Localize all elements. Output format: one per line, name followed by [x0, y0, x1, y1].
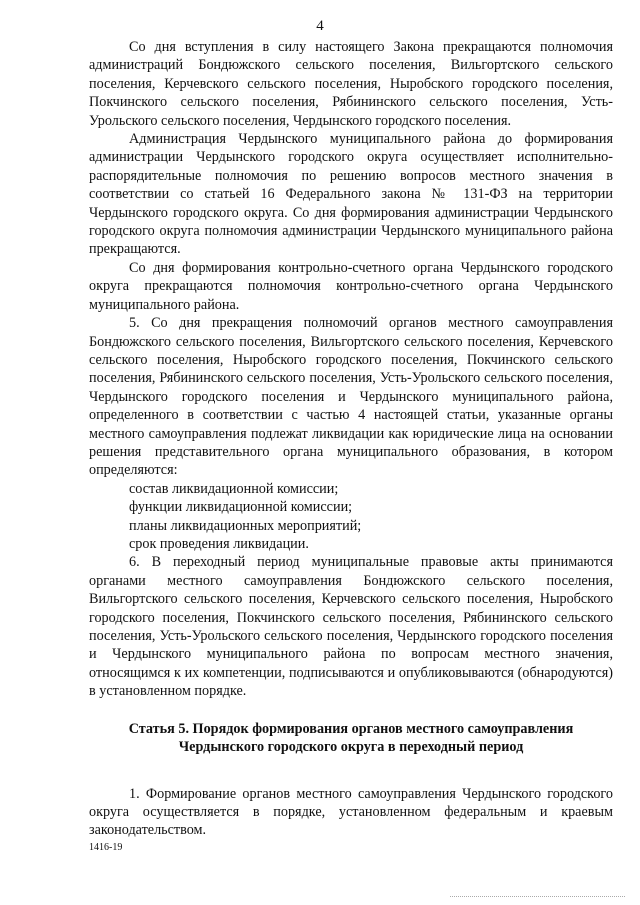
article-5-paragraph-1: 1. Формирование органов местного самоуправления Чердынского городского округа осуществляется в порядке, установленном федеральным и краевым законодательством. [89, 785, 613, 839]
paragraph-administration-termination: Со дня вступления в силу настоящего Закона прекращаются полномочия администраций Бондюжского сельского поселения, Вильгортского сельского поселения, Керчевского сельского поселения, Ныробского городского поселения, Покчинского сельского поселения, Рябининского сельского поселения, Усть-Урольского сельского поселения, Чердынского городского поселения. [89, 39, 613, 129]
paragraph-6-transition-acts: 6. В переходный период муниципальные правовые акты принимаются органами местного самоуправления Бондюжского сельского поселения, Вильгортского сельского поселения, Керчевского сельского поселения, Ныробского городского поселения, Покчинского сельского поселения, Рябининского сельского поселения, Усть-Урольского сельского поселения, Чердынского городского поселения и Чердынского муниципального района по вопросам местного значения, относящимся к их компетенции, подписываются и опубликовываются (обнародуются) в установленном порядке. [89, 554, 613, 700]
paragraph-control-body: Со дня формирования контрольно-счетного органа Чердынского городского округа прекращаются полномочия контрольно-счетного органа Чердынского муниципального района. [89, 259, 613, 313]
scan-artifact-line [450, 896, 625, 897]
article-5-heading: Статья 5. Порядок формирования органов местного самоуправления Чердынского городского округа в переходный период [128, 720, 574, 755]
list-item: срок проведения ликвидации. [129, 535, 309, 552]
paragraph-5-liquidation: 5. Со дня прекращения полномочий органов местного самоуправления Бондюжского сельского поселения, Вильгортского сельского поселения, Керчевского сельского поселения, Ныробского городского поселения, Покчинского сельского поселения, Рябининского сельского поселения, Усть-Урольского сельского поселения, Чердынского городского поселения и Чердынского муниципального района, определенного в соответствии с частью 4 настоящей статьи, указанные органы местного самоуправления подлежат ликвидации как юридические лица на основании решения представительного органа муниципального образования, в котором определяются: [89, 315, 613, 479]
page-number: 4 [316, 18, 324, 34]
paragraph-district-administration: Администрация Чердынского муниципального района до формирования администрации Чердынского городского округа осуществляет исполнительно-распорядительные полномочия по решению вопросов местного значения в соответствии со статьей 16 Федерального закона № 131-ФЗ на территории Чердынского городского округа. Со дня формирования администрации Чердынского городского округа полномочия администрации Чердынского муниципального района прекращаются. [89, 131, 613, 258]
list-item: функции ликвидационной комиссии; [129, 499, 353, 516]
document-number: 1416-19 [89, 842, 123, 853]
list-item: состав ликвидационной комиссии; [129, 480, 339, 497]
list-item: планы ликвидационных мероприятий; [129, 517, 362, 534]
document-body [89, 38, 613, 840]
